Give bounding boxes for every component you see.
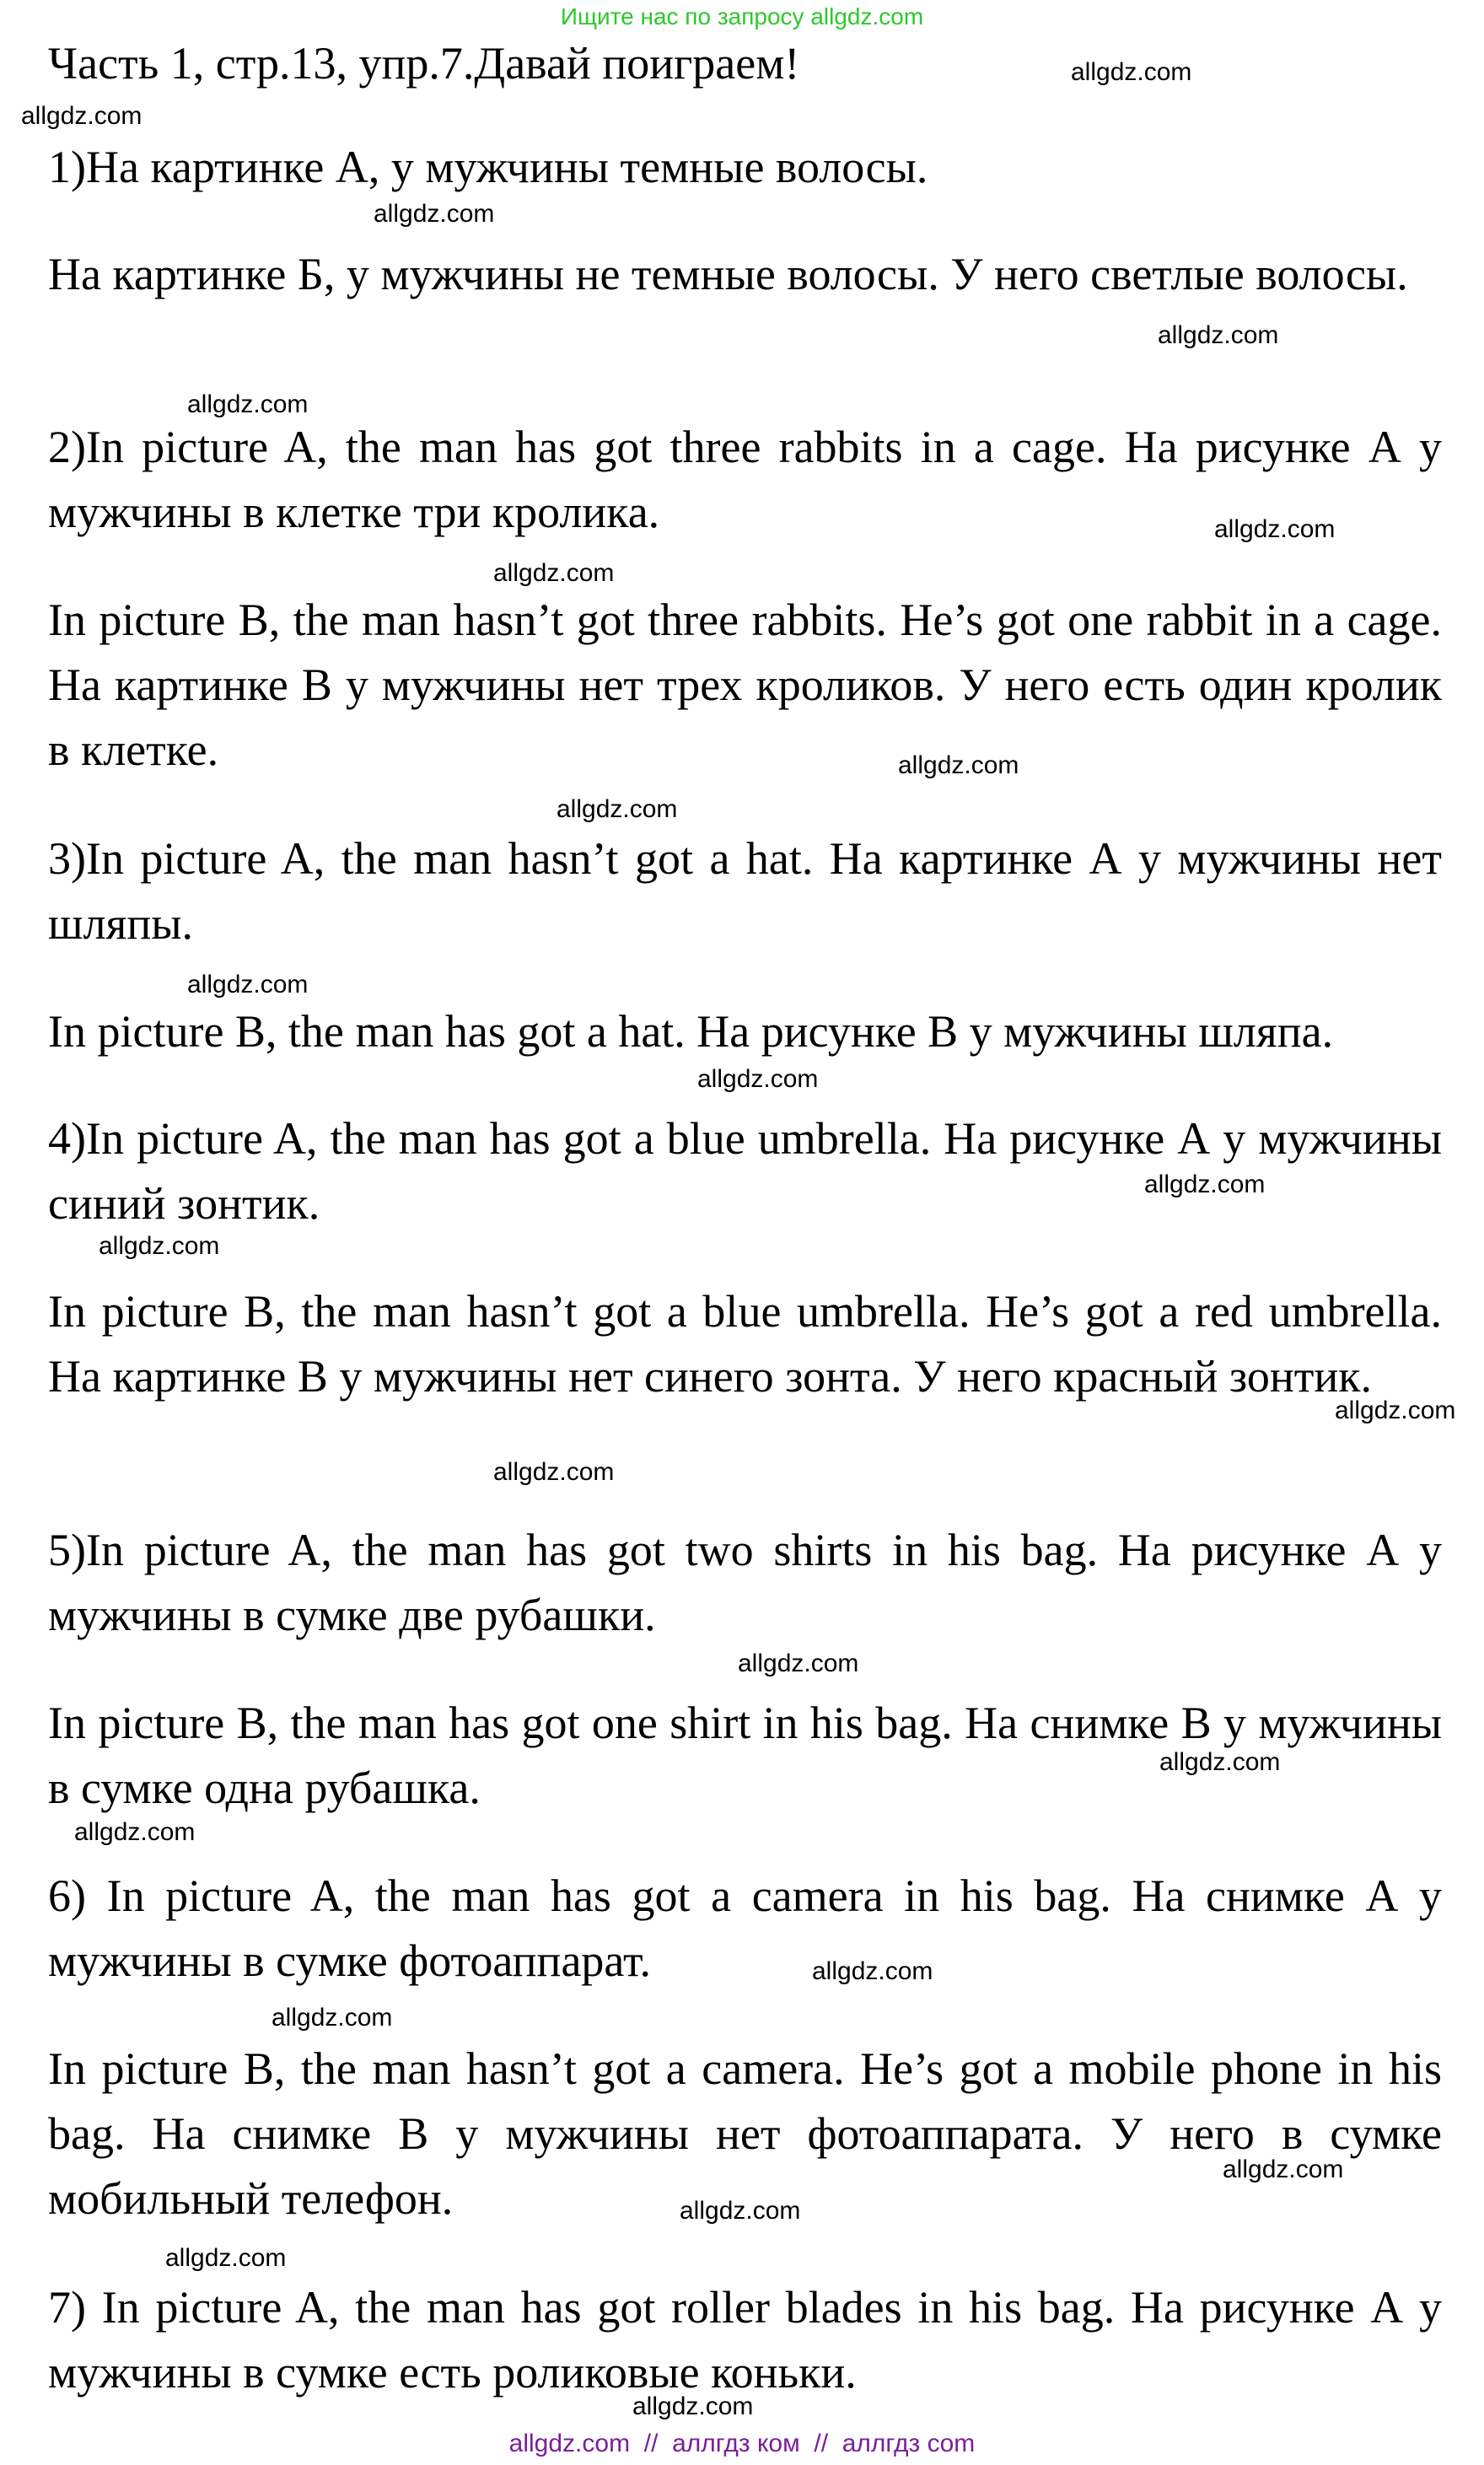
- watermark: allgdz.com: [493, 1458, 615, 1486]
- watermark: allgdz.com: [1071, 58, 1192, 86]
- watermark: allgdz.com: [74, 1818, 196, 1846]
- watermark: allgdz.com: [374, 200, 495, 228]
- paragraph-10: In picture B, the man has got one shirt in his bag. На снимке В у мужчины в сумке одна рубашка.: [48, 1698, 1442, 1813]
- watermark: allgdz.com: [738, 1650, 859, 1677]
- watermark: allgdz.com: [680, 2197, 801, 2225]
- watermark: allgdz.com: [272, 2004, 393, 2032]
- watermark: allgdz.com: [556, 795, 678, 823]
- watermark: allgdz.com: [812, 1957, 933, 1985]
- paragraph-8: In picture B, the man hasn’t got a blue umbrella. He’s got a red umbrella. На картинке В у мужчины нет синего зонта. У него красный зонтик.: [48, 1286, 1442, 1402]
- watermark: allgdz.com: [1214, 515, 1336, 543]
- watermark: allgdz.com: [1223, 2156, 1344, 2183]
- paragraph-4: In picture B, the man hasn’t got three rabbits. He’s got one rabbit in a cage. На картинке В у мужчины нет трех кроликов. У него есть один кролик в клетке.: [48, 595, 1442, 775]
- watermark: allgdz.com: [493, 559, 615, 587]
- watermark: allgdz.com: [99, 1232, 220, 1260]
- paragraph-1: 1)На картинке А, у мужчины темные волосы.: [48, 142, 928, 192]
- paragraph-6: In picture B, the man has got a hat. На рисунке В у мужчины шляпа.: [48, 1006, 1334, 1057]
- watermark: allgdz.com: [1159, 1748, 1281, 1776]
- watermark: allgdz.com: [187, 971, 309, 998]
- watermark: allgdz.com: [1335, 1397, 1456, 1424]
- paragraph-7: 4)In picture A, the man has got a blue umbrella. На рисунке А у мужчины синий зонтик.: [48, 1113, 1442, 1229]
- top-banner: Ищите нас по запросу allgdz.com: [560, 3, 924, 30]
- paragraph-11: 6) In picture A, the man has got a camera in his bag. На снимке А у мужчины в сумке фотоаппарат.: [48, 1870, 1442, 1986]
- paragraph-12: In picture B, the man hasn’t got a camera. He’s got a mobile phone in his bag. На снимке В у мужчины нет фотоаппарата. У него в сумке мобильный телефон.: [48, 2043, 1442, 2224]
- watermark: allgdz.com: [187, 390, 309, 418]
- paragraph-13: 7) In picture A, the man has got roller blades in his bag. На рисунке А у мужчины в сумке есть роликовые коньки.: [48, 2282, 1442, 2398]
- page-title: Часть 1, стр.13, упр.7.Давай поиграем!: [48, 38, 800, 89]
- watermark: allgdz.com: [697, 1065, 819, 1093]
- watermark: allgdz.com: [1144, 1171, 1266, 1198]
- paragraph-3: 2)In picture A, the man has got three rabbits in a cage. На рисунке А у мужчины в клетке три кролика.: [48, 422, 1442, 537]
- watermark: allgdz.com: [165, 2244, 287, 2272]
- paragraph-5: 3)In picture A, the man hasn’t got a hat. На картинке А у мужчины нет шляпы.: [48, 833, 1442, 949]
- watermark: allgdz.com: [21, 102, 142, 130]
- paragraph-9: 5)In picture A, the man has got two shirts in his bag. На рисунке А у мужчины в сумке две рубашки.: [48, 1525, 1442, 1640]
- watermark: allgdz.com: [632, 2392, 754, 2420]
- watermark: allgdz.com: [1158, 321, 1279, 349]
- paragraph-2: На картинке Б, у мужчины не темные волосы. У него светлые волосы.: [48, 249, 1408, 299]
- footer-watermark: allgdz.com // аллгдз ком // аллгдз com: [508, 2430, 976, 2457]
- watermark: allgdz.com: [898, 751, 1019, 779]
